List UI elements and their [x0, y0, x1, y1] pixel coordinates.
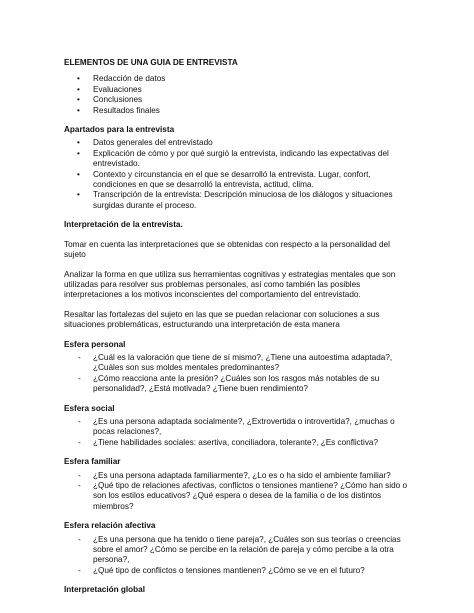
list-item: • Transcripción de la entrevista: Descripción minuciosa de los diálogos y situaciones surgidas durante el proceso.	[64, 190, 412, 211]
section-heading-esfera-social: Esfera social	[64, 403, 115, 413]
list-item: - ¿Es una persona adaptada socialmente?, ¿Extrovertida o introvertida?, ¿muchas o pocas relaciones?,	[64, 417, 412, 438]
list-item: • Redacción de datos	[64, 74, 412, 84]
section-heading-interpretacion: Interpretación de la entrevista.	[64, 220, 183, 230]
list-item: - ¿Cómo reacciona ante la presión? ¿Cuáles son los rasgos más notables de su personalidad?, ¿Está motivada? ¿Tiene buen rendimiento?	[64, 374, 412, 395]
section-heading-global: Interpretación global	[64, 585, 145, 595]
list-item: • Datos generales del entrevistado	[64, 138, 412, 148]
section-heading-esfera-familiar: Esfera familiar	[64, 457, 121, 467]
list-item: • Contexto y circunstancia en el que se desarrolló la entrevista. Lugar, confort, condiciones en que se desarrolló la entrevista, actitud, clima.	[64, 170, 412, 191]
list-item: - ¿Tiene habilidades sociales: asertiva, conciliadora, tolerante?, ¿Es conflictiva?	[64, 438, 412, 448]
document-title: ELEMENTOS DE UNA GUIA DE ENTREVISTA	[64, 58, 238, 67]
section-heading-esfera-personal: Esfera personal	[64, 339, 126, 349]
document-body	[64, 58, 412, 596]
list-item: • Resultados finales	[64, 106, 412, 116]
list-item: - ¿Qué tipo de relaciones afectivas, conflictos o tensiones mantiene? ¿Cómo han sido o son los estilos educativos? ¿Qué espera o desea de la familia o de los distintos miembros?	[64, 481, 412, 512]
paragraph: Tomar en cuenta las interpretaciones que se obtenidas con respecto a la personalidad del sujeto	[64, 239, 390, 260]
list-item: • Conclusiones	[64, 95, 412, 105]
list-item: - ¿Qué tipo de conflictos o tensiones mantienen? ¿Cómo se ve en el futuro?	[64, 566, 412, 576]
paragraph: Analizar la forma en que utiliza sus herramientas cognitivas y estrategias mentales que son utilizadas para resolver sus problemas personales, así como también las posibles interpretaciones a los motivos inconscientes del comportamiento del entrevistado.	[64, 269, 396, 300]
section-heading-esfera-afectiva: Esfera relación afectiva	[64, 521, 156, 531]
apartados-list	[64, 138, 412, 211]
list-item: • Explicación de cómo y por qué surgió la entrevista, indicando las expectativas del entrevistado.	[64, 149, 412, 170]
esfera-familiar-list	[64, 471, 412, 513]
list-item: • Evaluaciones	[64, 85, 412, 95]
list-item: - ¿Es una persona adaptada familiarmente?, ¿Lo es o ha sido el ambiente familiar?	[64, 471, 412, 481]
section-heading-apartados: Apartados para la entrevista	[64, 125, 175, 135]
list-item: - ¿Es una persona que ha tenido o tiene pareja?, ¿Cuáles son sus teorías o creencias sobre el amor? ¿Cómo se percibe en la relación de pareja y cómo percibe a la otra persona?,	[64, 535, 412, 566]
esfera-personal-list	[64, 353, 412, 395]
paragraph: Resaltar las fortalezas del sujeto en las que se puedan relacionar con soluciones a sus situaciones problemáticas, estructurando una interpretación de esta manera	[64, 309, 380, 330]
elements-list	[64, 74, 412, 116]
esfera-afectiva-list	[64, 535, 412, 577]
esfera-social-list	[64, 417, 412, 448]
list-item: - ¿Cuál es la valoración que tiene de sí mismo?, ¿Tiene una autoestima adaptada?, ¿Cuáles son sus moldes mentales predominantes?	[64, 353, 412, 374]
